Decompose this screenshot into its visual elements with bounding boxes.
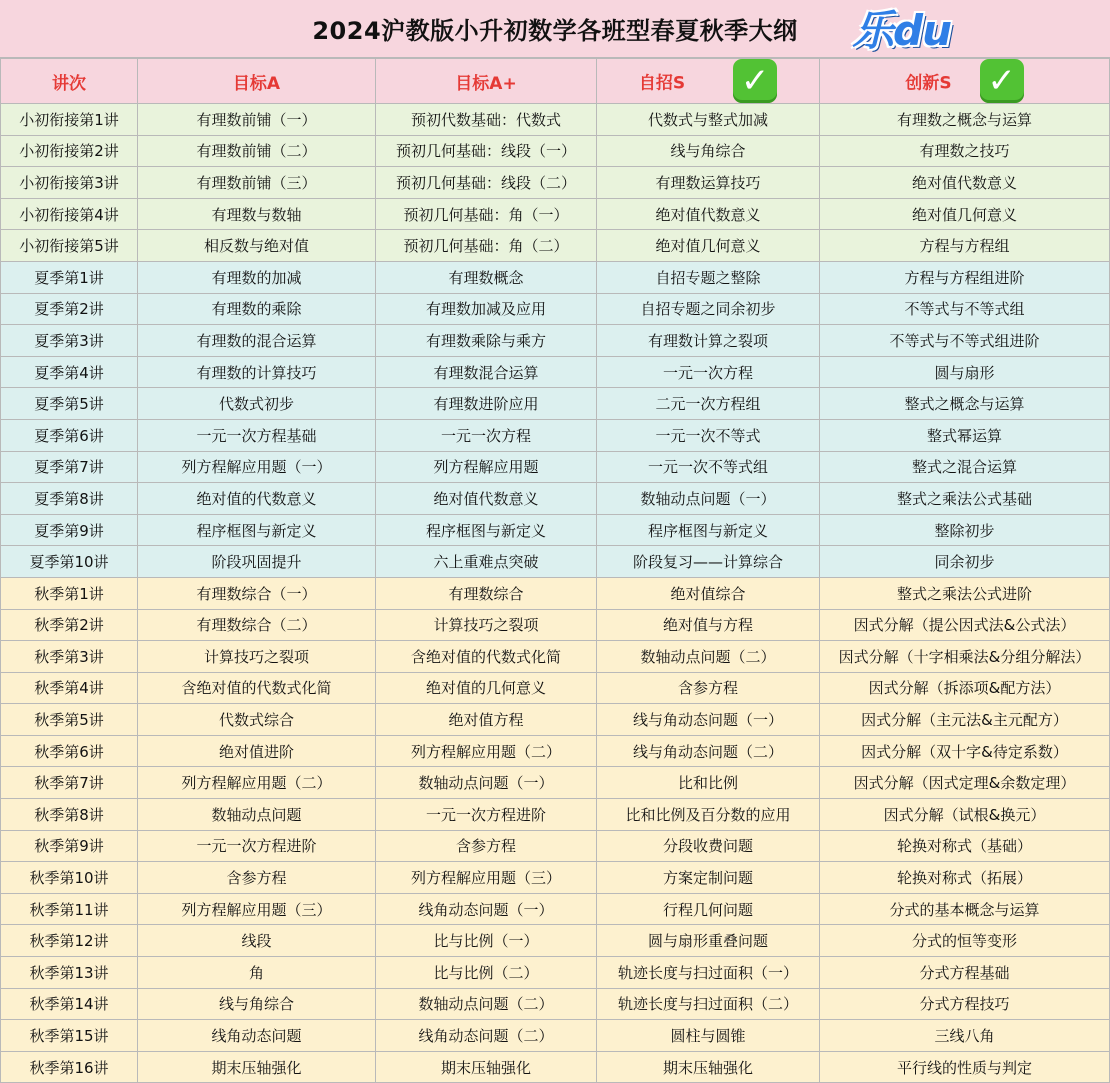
zizhao-s-cell: 分段收费问题 xyxy=(597,830,820,862)
target-a-plus-cell: 有理数乘除与乘方 xyxy=(376,325,597,357)
zizhao-s-cell: 比和比例 xyxy=(597,767,820,799)
lesson-cell: 夏季第6讲 xyxy=(1,419,138,451)
chuangxin-s-cell: 整式之乘法公式基础 xyxy=(820,483,1110,515)
target-a-cell: 有理数前铺（二） xyxy=(138,135,376,167)
table-row xyxy=(1,230,1110,262)
target-a-plus-cell: 线角动态问题（二） xyxy=(376,1020,597,1052)
target-a-plus-cell: 绝对值的几何意义 xyxy=(376,672,597,704)
zizhao-s-cell: 比和比例及百分数的应用 xyxy=(597,799,820,831)
target-a-cell: 相反数与绝对值 xyxy=(138,230,376,262)
zizhao-s-cell: 圆柱与圆锥 xyxy=(597,1020,820,1052)
target-a-cell: 计算技巧之裂项 xyxy=(138,641,376,673)
target-a-cell: 代数式初步 xyxy=(138,388,376,420)
lesson-cell: 秋季第12讲 xyxy=(1,925,138,957)
chuangxin-s-cell: 分式的基本概念与运算 xyxy=(820,893,1110,925)
table-row xyxy=(1,261,1110,293)
target-a-plus-cell: 预初几何基础：角（一） xyxy=(376,198,597,230)
zizhao-s-cell: 一元一次不等式 xyxy=(597,419,820,451)
table-row xyxy=(1,293,1110,325)
chuangxin-s-cell: 因式分解（因式定理&余数定理） xyxy=(820,767,1110,799)
zizhao-s-cell: 期末压轴强化 xyxy=(597,1051,820,1083)
lesson-cell: 夏季第7讲 xyxy=(1,451,138,483)
lesson-cell: 夏季第3讲 xyxy=(1,325,138,357)
target-a-cell: 线角动态问题 xyxy=(138,1020,376,1052)
target-a-plus-cell: 有理数进阶应用 xyxy=(376,388,597,420)
target-a-plus-cell: 预初代数基础：代数式 xyxy=(376,104,597,136)
page-title: 2024沪教版小升初数学各班型春夏秋季大纲 xyxy=(312,17,798,45)
check-mark-icon: ✓ xyxy=(980,59,1024,103)
table-row xyxy=(1,609,1110,641)
zizhao-s-cell: 自招专题之同余初步 xyxy=(597,293,820,325)
chuangxin-s-cell: 有理数之概念与运算 xyxy=(820,104,1110,136)
zizhao-s-cell: 数轴动点问题（一） xyxy=(597,483,820,515)
target-a-plus-cell: 绝对值方程 xyxy=(376,704,597,736)
lesson-cell: 秋季第5讲 xyxy=(1,704,138,736)
table-row xyxy=(1,1020,1110,1052)
zizhao-s-cell: 含参方程 xyxy=(597,672,820,704)
chuangxin-s-cell: 整式之混合运算 xyxy=(820,451,1110,483)
target-a-cell: 角 xyxy=(138,957,376,989)
zizhao-s-cell: 绝对值几何意义 xyxy=(597,230,820,262)
chuangxin-s-cell: 分式方程技巧 xyxy=(820,988,1110,1020)
target-a-plus-cell: 比与比例（一） xyxy=(376,925,597,957)
target-a-cell: 列方程解应用题（二） xyxy=(138,767,376,799)
table-row xyxy=(1,830,1110,862)
target-a-cell: 含参方程 xyxy=(138,862,376,894)
lesson-cell: 秋季第2讲 xyxy=(1,609,138,641)
target-a-plus-cell: 有理数综合 xyxy=(376,577,597,609)
target-a-cell: 一元一次方程基础 xyxy=(138,419,376,451)
target-a-cell: 程序框图与新定义 xyxy=(138,514,376,546)
zizhao-s-cell: 线与角动态问题（一） xyxy=(597,704,820,736)
zizhao-s-cell: 圆与扇形重叠问题 xyxy=(597,925,820,957)
target-a-plus-cell: 一元一次方程进阶 xyxy=(376,799,597,831)
table-row xyxy=(1,862,1110,894)
syllabus-table xyxy=(0,58,1110,1083)
target-a-cell: 绝对值进阶 xyxy=(138,735,376,767)
lesson-cell: 夏季第10讲 xyxy=(1,546,138,578)
target-a-plus-cell: 含绝对值的代数式化简 xyxy=(376,641,597,673)
target-a-cell: 绝对值的代数意义 xyxy=(138,483,376,515)
chuangxin-s-cell: 三线八角 xyxy=(820,1020,1110,1052)
zizhao-s-cell: 一元一次方程 xyxy=(597,356,820,388)
chuangxin-s-cell: 绝对值几何意义 xyxy=(820,198,1110,230)
target-a-cell: 含绝对值的代数式化简 xyxy=(138,672,376,704)
table-row xyxy=(1,514,1110,546)
title-bar xyxy=(0,0,1110,58)
lesson-cell: 秋季第3讲 xyxy=(1,641,138,673)
chuangxin-s-cell: 整式之概念与运算 xyxy=(820,388,1110,420)
lesson-cell: 秋季第10讲 xyxy=(1,862,138,894)
chuangxin-s-cell: 同余初步 xyxy=(820,546,1110,578)
table-row xyxy=(1,799,1110,831)
table-row xyxy=(1,735,1110,767)
target-a-cell: 代数式综合 xyxy=(138,704,376,736)
lesson-cell: 秋季第13讲 xyxy=(1,957,138,989)
chuangxin-s-cell: 因式分解（双十字&待定系数） xyxy=(820,735,1110,767)
target-a-cell: 有理数的乘除 xyxy=(138,293,376,325)
chuangxin-s-cell: 轮换对称式（基础） xyxy=(820,830,1110,862)
chuangxin-s-cell: 因式分解（提公因式法&公式法） xyxy=(820,609,1110,641)
target-a-plus-cell: 计算技巧之裂项 xyxy=(376,609,597,641)
target-a-cell: 列方程解应用题（三） xyxy=(138,893,376,925)
target-a-cell: 有理数综合（一） xyxy=(138,577,376,609)
target-a-plus-cell: 预初几何基础：线段（一） xyxy=(376,135,597,167)
table-row xyxy=(1,893,1110,925)
target-a-cell: 列方程解应用题（一） xyxy=(138,451,376,483)
table-row xyxy=(1,198,1110,230)
table-row xyxy=(1,925,1110,957)
zizhao-s-cell: 自招专题之整除 xyxy=(597,261,820,293)
table-row xyxy=(1,419,1110,451)
lesson-cell: 夏季第5讲 xyxy=(1,388,138,420)
zizhao-s-cell: 线与角综合 xyxy=(597,135,820,167)
zizhao-s-cell: 程序框图与新定义 xyxy=(597,514,820,546)
lesson-cell: 夏季第8讲 xyxy=(1,483,138,515)
zizhao-s-cell: 方案定制问题 xyxy=(597,862,820,894)
lesson-cell: 小初衔接第3讲 xyxy=(1,167,138,199)
column-header-target-a xyxy=(138,59,376,104)
table-row xyxy=(1,135,1110,167)
target-a-plus-cell: 绝对值代数意义 xyxy=(376,483,597,515)
chuangxin-s-cell: 分式方程基础 xyxy=(820,957,1110,989)
target-a-plus-cell: 列方程解应用题（二） xyxy=(376,735,597,767)
lesson-cell: 秋季第4讲 xyxy=(1,672,138,704)
column-header-label: 目标A+ xyxy=(455,73,517,94)
target-a-cell: 有理数的加减 xyxy=(138,261,376,293)
chuangxin-s-cell: 圆与扇形 xyxy=(820,356,1110,388)
target-a-plus-cell: 列方程解应用题 xyxy=(376,451,597,483)
column-header-target-a-plus xyxy=(376,59,597,104)
table-row xyxy=(1,483,1110,515)
table-body xyxy=(1,104,1110,1083)
column-header-label: 讲次 xyxy=(52,73,86,94)
chuangxin-s-cell: 轮换对称式（拓展） xyxy=(820,862,1110,894)
lesson-cell: 秋季第16讲 xyxy=(1,1051,138,1083)
target-a-plus-cell: 比与比例（二） xyxy=(376,957,597,989)
lesson-cell: 小初衔接第4讲 xyxy=(1,198,138,230)
chuangxin-s-cell: 整除初步 xyxy=(820,514,1110,546)
chuangxin-s-cell: 因式分解（试根&换元） xyxy=(820,799,1110,831)
column-header-label: 创新S xyxy=(905,73,952,94)
brand-logo: 乐du xyxy=(852,6,951,55)
zizhao-s-cell: 绝对值与方程 xyxy=(597,609,820,641)
chuangxin-s-cell: 因式分解（主元法&主元配方） xyxy=(820,704,1110,736)
zizhao-s-cell: 轨迹长度与扫过面积（二） xyxy=(597,988,820,1020)
target-a-cell: 有理数前铺（一） xyxy=(138,104,376,136)
target-a-plus-cell: 有理数加减及应用 xyxy=(376,293,597,325)
zizhao-s-cell: 绝对值代数意义 xyxy=(597,198,820,230)
lesson-cell: 小初衔接第2讲 xyxy=(1,135,138,167)
target-a-plus-cell: 预初几何基础：线段（二） xyxy=(376,167,597,199)
table-row xyxy=(1,388,1110,420)
zizhao-s-cell: 阶段复习——计算综合 xyxy=(597,546,820,578)
lesson-cell: 夏季第2讲 xyxy=(1,293,138,325)
lesson-cell: 夏季第9讲 xyxy=(1,514,138,546)
target-a-plus-cell: 数轴动点问题（二） xyxy=(376,988,597,1020)
chuangxin-s-cell: 整式幂运算 xyxy=(820,419,1110,451)
target-a-plus-cell: 程序框图与新定义 xyxy=(376,514,597,546)
chuangxin-s-cell: 因式分解（拆添项&配方法） xyxy=(820,672,1110,704)
table-row xyxy=(1,577,1110,609)
check-mark-icon: ✓ xyxy=(733,59,777,103)
lesson-cell: 秋季第6讲 xyxy=(1,735,138,767)
table-row xyxy=(1,167,1110,199)
header-row xyxy=(1,59,1110,104)
zizhao-s-cell: 二元一次方程组 xyxy=(597,388,820,420)
column-header-chuangxin-s xyxy=(820,59,1110,104)
chuangxin-s-cell: 不等式与不等式组进阶 xyxy=(820,325,1110,357)
lesson-cell: 夏季第4讲 xyxy=(1,356,138,388)
target-a-plus-cell: 六上重难点突破 xyxy=(376,546,597,578)
column-header-lesson xyxy=(1,59,138,104)
column-header-label: 目标A xyxy=(232,73,281,94)
target-a-cell: 有理数与数轴 xyxy=(138,198,376,230)
column-header-zizhao-s xyxy=(597,59,820,104)
target-a-plus-cell: 线角动态问题（一） xyxy=(376,893,597,925)
table-row xyxy=(1,672,1110,704)
chuangxin-s-cell: 分式的恒等变形 xyxy=(820,925,1110,957)
target-a-cell: 线与角综合 xyxy=(138,988,376,1020)
table-row xyxy=(1,704,1110,736)
lesson-cell: 秋季第1讲 xyxy=(1,577,138,609)
column-header-label: 自招S xyxy=(638,73,686,94)
zizhao-s-cell: 绝对值综合 xyxy=(597,577,820,609)
lesson-cell: 秋季第15讲 xyxy=(1,1020,138,1052)
table-row xyxy=(1,1051,1110,1083)
lesson-cell: 秋季第9讲 xyxy=(1,830,138,862)
zizhao-s-cell: 数轴动点问题（二） xyxy=(597,641,820,673)
table-row xyxy=(1,451,1110,483)
chuangxin-s-cell: 不等式与不等式组 xyxy=(820,293,1110,325)
lesson-cell: 秋季第11讲 xyxy=(1,893,138,925)
lesson-cell: 小初衔接第1讲 xyxy=(1,104,138,136)
chuangxin-s-cell: 因式分解（十字相乘法&分组分解法） xyxy=(820,641,1110,673)
chuangxin-s-cell: 有理数之技巧 xyxy=(820,135,1110,167)
table-row xyxy=(1,104,1110,136)
target-a-plus-cell: 有理数概念 xyxy=(376,261,597,293)
zizhao-s-cell: 行程几何问题 xyxy=(597,893,820,925)
chuangxin-s-cell: 方程与方程组 xyxy=(820,230,1110,262)
chuangxin-s-cell: 方程与方程组进阶 xyxy=(820,261,1110,293)
zizhao-s-cell: 一元一次不等式组 xyxy=(597,451,820,483)
target-a-plus-cell: 列方程解应用题（三） xyxy=(376,862,597,894)
table-row xyxy=(1,546,1110,578)
target-a-cell: 有理数综合（二） xyxy=(138,609,376,641)
target-a-plus-cell: 期末压轴强化 xyxy=(376,1051,597,1083)
lesson-cell: 夏季第1讲 xyxy=(1,261,138,293)
target-a-plus-cell: 数轴动点问题（一） xyxy=(376,767,597,799)
target-a-plus-cell: 一元一次方程 xyxy=(376,419,597,451)
target-a-cell: 有理数前铺（三） xyxy=(138,167,376,199)
table-row xyxy=(1,356,1110,388)
lesson-cell: 秋季第7讲 xyxy=(1,767,138,799)
target-a-cell: 有理数的混合运算 xyxy=(138,325,376,357)
target-a-cell: 数轴动点问题 xyxy=(138,799,376,831)
table-row xyxy=(1,988,1110,1020)
lesson-cell: 秋季第14讲 xyxy=(1,988,138,1020)
target-a-cell: 阶段巩固提升 xyxy=(138,546,376,578)
target-a-plus-cell: 含参方程 xyxy=(376,830,597,862)
lesson-cell: 秋季第8讲 xyxy=(1,799,138,831)
zizhao-s-cell: 线与角动态问题（二） xyxy=(597,735,820,767)
chuangxin-s-cell: 平行线的性质与判定 xyxy=(820,1051,1110,1083)
table-row xyxy=(1,957,1110,989)
target-a-plus-cell: 预初几何基础：角（二） xyxy=(376,230,597,262)
chuangxin-s-cell: 绝对值代数意义 xyxy=(820,167,1110,199)
target-a-cell: 有理数的计算技巧 xyxy=(138,356,376,388)
table-row xyxy=(1,767,1110,799)
target-a-plus-cell: 有理数混合运算 xyxy=(376,356,597,388)
zizhao-s-cell: 有理数计算之裂项 xyxy=(597,325,820,357)
table-row xyxy=(1,641,1110,673)
zizhao-s-cell: 代数式与整式加减 xyxy=(597,104,820,136)
target-a-cell: 期末压轴强化 xyxy=(138,1051,376,1083)
lesson-cell: 小初衔接第5讲 xyxy=(1,230,138,262)
table-row xyxy=(1,325,1110,357)
chuangxin-s-cell: 整式之乘法公式进阶 xyxy=(820,577,1110,609)
zizhao-s-cell: 轨迹长度与扫过面积（一） xyxy=(597,957,820,989)
target-a-cell: 一元一次方程进阶 xyxy=(138,830,376,862)
zizhao-s-cell: 有理数运算技巧 xyxy=(597,167,820,199)
target-a-cell: 线段 xyxy=(138,925,376,957)
